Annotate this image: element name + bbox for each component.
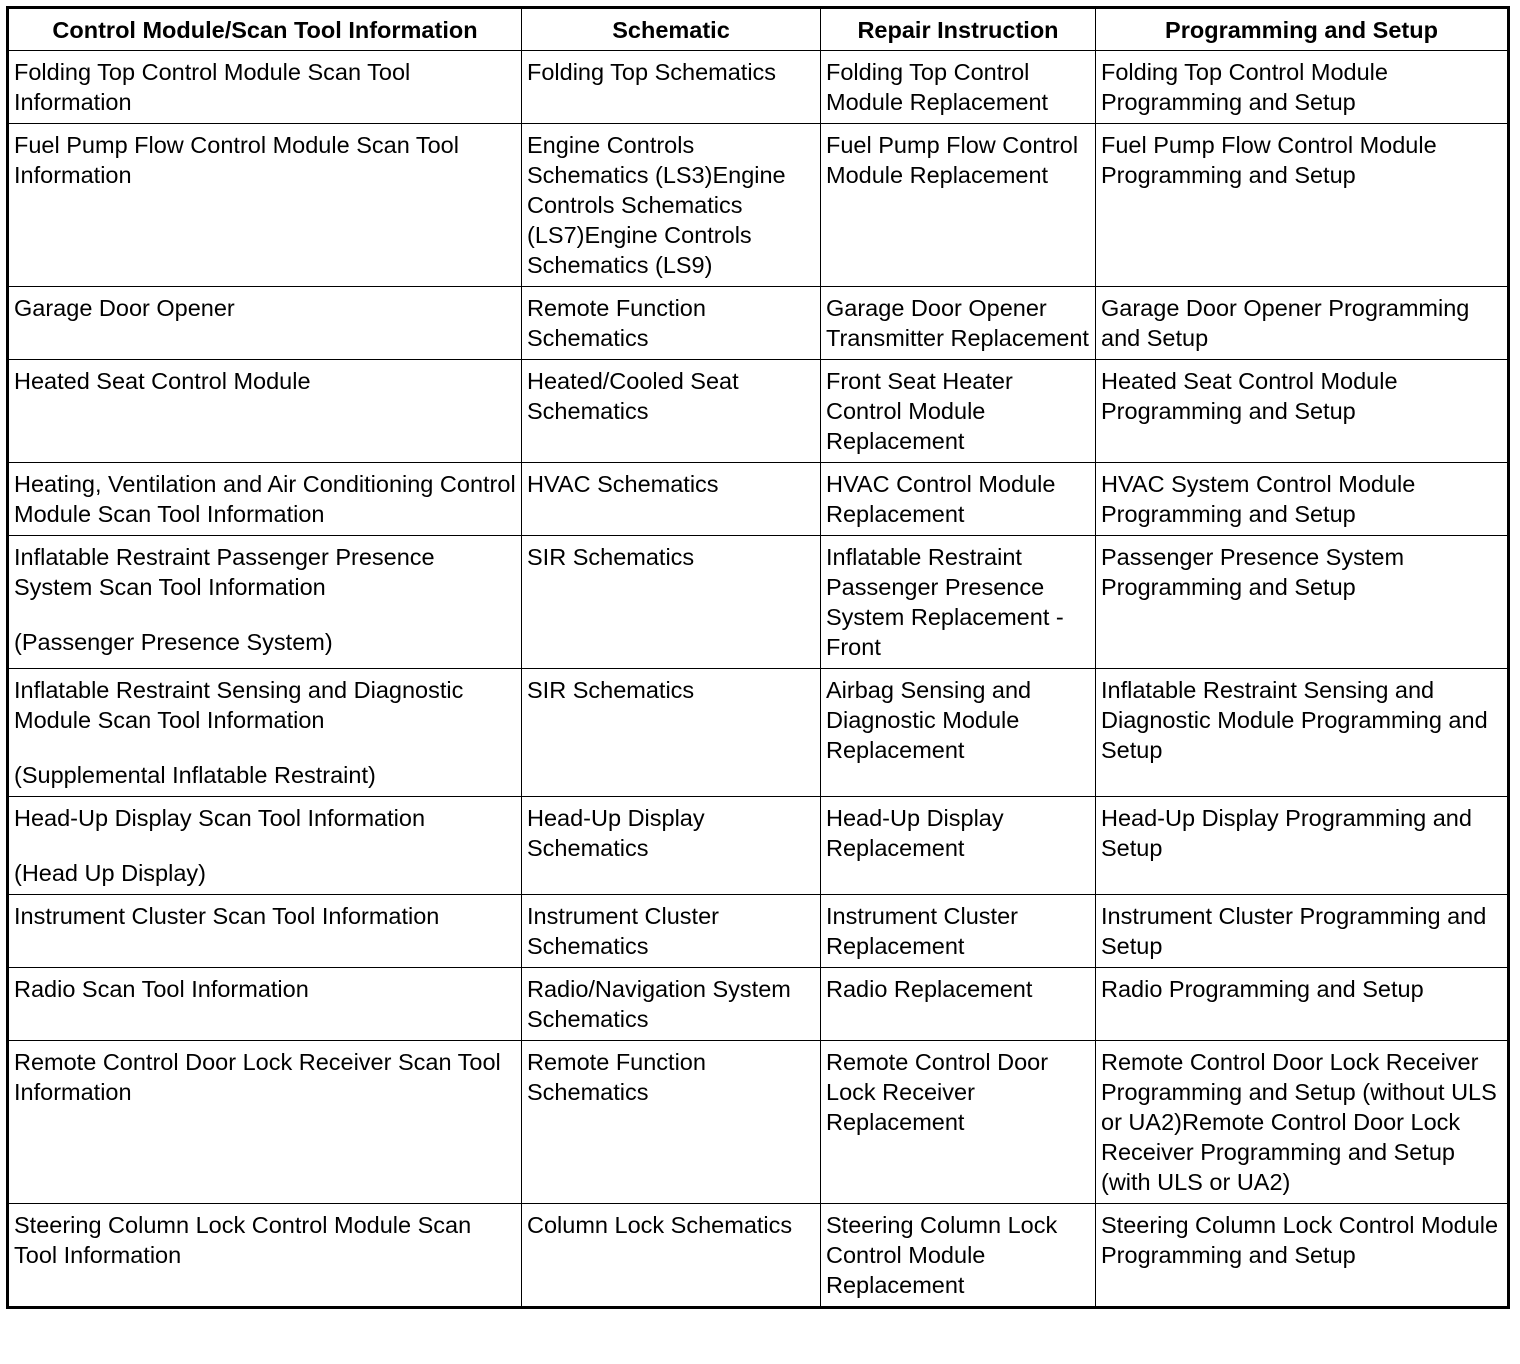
programming-link[interactable]: Remote Control Door Lock Receiver Programming and Setup (without ULS or UA2) <box>1101 1049 1497 1135</box>
schematic-cell <box>522 287 821 360</box>
programming-link[interactable]: Heated Seat Control Module Programming and Setup <box>1101 368 1398 424</box>
table-row <box>8 463 1509 536</box>
schematic-link[interactable]: Head-Up Display Schematics <box>527 805 705 861</box>
schematic-link[interactable]: Engine Controls Schematics (LS9) <box>527 222 752 278</box>
module-link[interactable]: Instrument Cluster Scan Tool Information <box>14 903 440 929</box>
repair-link[interactable]: Airbag Sensing and Diagnostic Module Replacement <box>826 677 1032 763</box>
programming-link[interactable]: Folding Top Control Module Programming and Setup <box>1101 59 1388 115</box>
module-link[interactable]: Heated Seat Control Module <box>14 368 311 394</box>
repair-cell <box>821 669 1096 797</box>
module-link[interactable]: Heating, Ventilation and Air Conditioning Control Module Scan Tool Information <box>14 471 516 527</box>
schematic-cell <box>522 124 821 287</box>
programming-link[interactable]: Remote Control Door Lock Receiver Programming and Setup (with ULS or UA2) <box>1101 1109 1461 1195</box>
programming-cell <box>1096 797 1509 895</box>
repair-cell <box>821 463 1096 536</box>
module-link[interactable]: Inflatable Restraint Sensing and Diagnostic Module Scan Tool Information <box>14 677 464 733</box>
repair-link[interactable]: Steering Column Lock Control Module Replacement <box>826 1212 1058 1298</box>
module-link[interactable]: Radio Scan Tool Information <box>14 976 309 1002</box>
module-note: (Passenger Presence System) <box>14 629 333 655</box>
module-link[interactable]: Head-Up Display Scan Tool Information <box>14 805 426 831</box>
programming-cell <box>1096 669 1509 797</box>
schematic-cell <box>522 895 821 968</box>
module-cell <box>8 463 522 536</box>
module-link[interactable]: Folding Top Control Module Scan Tool Information <box>14 59 411 115</box>
repair-link[interactable]: Fuel Pump Flow Control Module Replacement <box>826 132 1079 188</box>
programming-link[interactable]: Steering Column Lock Control Module Programming and Setup <box>1101 1212 1499 1268</box>
module-cell <box>8 1041 522 1204</box>
table-row <box>8 797 1509 895</box>
schematic-link[interactable]: Instrument Cluster Schematics <box>527 903 719 959</box>
schematic-cell <box>522 968 821 1041</box>
programming-link[interactable]: Garage Door Opener Programming and Setup <box>1101 295 1470 351</box>
module-cell <box>8 895 522 968</box>
schematic-cell <box>522 463 821 536</box>
header-schematic: Schematic <box>522 8 821 51</box>
programming-cell <box>1096 536 1509 669</box>
schematic-link[interactable]: SIR Schematics <box>527 544 695 570</box>
table-body <box>8 51 1509 1308</box>
header-row <box>8 8 1509 51</box>
schematic-link[interactable]: Engine Controls Schematics (LS3) <box>527 132 713 188</box>
programming-cell <box>1096 287 1509 360</box>
programming-cell <box>1096 51 1509 124</box>
module-note: (Supplemental Inflatable Restraint) <box>14 762 376 788</box>
programming-cell <box>1096 124 1509 287</box>
repair-cell <box>821 51 1096 124</box>
table-row <box>8 287 1509 360</box>
module-cell <box>8 536 522 669</box>
module-cell <box>8 669 522 797</box>
repair-link[interactable]: Remote Control Door Lock Receiver Replacement <box>826 1049 1049 1135</box>
programming-cell <box>1096 968 1509 1041</box>
repair-link[interactable]: Garage Door Opener Transmitter Replacement <box>826 295 1089 351</box>
programming-link[interactable]: Passenger Presence System Programming and Setup <box>1101 544 1405 600</box>
table-row <box>8 669 1509 797</box>
repair-link[interactable]: HVAC Control Module Replacement <box>826 471 1056 527</box>
table-row <box>8 360 1509 463</box>
schematic-cell <box>522 536 821 669</box>
module-note: (Head Up Display) <box>14 860 206 886</box>
schematic-link[interactable]: Column Lock Schematics <box>527 1212 793 1238</box>
programming-cell <box>1096 895 1509 968</box>
schematic-link[interactable]: Folding Top Schematics <box>527 59 777 85</box>
table-row <box>8 124 1509 287</box>
schematic-link[interactable]: Remote Function Schematics <box>527 1049 706 1105</box>
schematic-link[interactable]: HVAC Schematics <box>527 471 719 497</box>
schematic-link[interactable]: Remote Function Schematics <box>527 295 706 351</box>
schematic-cell <box>522 51 821 124</box>
schematic-link[interactable]: Engine Controls Schematics (LS7) <box>527 162 786 248</box>
table-row <box>8 51 1509 124</box>
schematic-link[interactable]: SIR Schematics <box>527 677 695 703</box>
header-control-module: Control Module/Scan Tool Information <box>8 8 522 51</box>
repair-cell <box>821 124 1096 287</box>
table-row <box>8 1204 1509 1308</box>
schematic-cell <box>522 1041 821 1204</box>
programming-cell <box>1096 360 1509 463</box>
repair-cell <box>821 536 1096 669</box>
programming-link[interactable]: HVAC System Control Module Programming and Setup <box>1101 471 1416 527</box>
programming-cell <box>1096 1041 1509 1204</box>
module-link[interactable]: Inflatable Restraint Passenger Presence System Scan Tool Information <box>14 544 435 600</box>
schematic-link[interactable]: Heated/Cooled Seat Schematics <box>527 368 739 424</box>
repair-link[interactable]: Folding Top Control Module Replacement <box>826 59 1049 115</box>
repair-link[interactable]: Radio Replacement <box>826 976 1033 1002</box>
programming-link[interactable]: Fuel Pump Flow Control Module Programming and Setup <box>1101 132 1437 188</box>
module-reference-table <box>6 6 1510 1309</box>
repair-link[interactable]: Head-Up Display Replacement <box>826 805 1004 861</box>
schematic-cell <box>522 1204 821 1308</box>
repair-cell <box>821 968 1096 1041</box>
repair-cell <box>821 1041 1096 1204</box>
module-cell <box>8 360 522 463</box>
repair-cell <box>821 360 1096 463</box>
repair-link[interactable]: Front Seat Heater Control Module Replacement <box>826 368 1013 454</box>
programming-cell <box>1096 1204 1509 1308</box>
module-cell <box>8 968 522 1041</box>
module-cell <box>8 51 522 124</box>
repair-cell <box>821 287 1096 360</box>
module-cell <box>8 797 522 895</box>
module-cell <box>8 287 522 360</box>
module-link[interactable]: Garage Door Opener <box>14 295 235 321</box>
repair-cell <box>821 895 1096 968</box>
module-link[interactable]: Remote Control Door Lock Receiver Scan Tool Information <box>14 1049 501 1105</box>
programming-link[interactable]: Instrument Cluster Programming and Setup <box>1101 903 1487 959</box>
schematic-cell <box>522 669 821 797</box>
table-row <box>8 536 1509 669</box>
table-row <box>8 1041 1509 1204</box>
repair-link[interactable]: Instrument Cluster Replacement <box>826 903 1018 959</box>
table-row <box>8 895 1509 968</box>
programming-link[interactable]: Inflatable Restraint Sensing and Diagnostic Module Programming and Setup <box>1101 677 1488 763</box>
schematic-cell <box>522 797 821 895</box>
module-link[interactable]: Steering Column Lock Control Module Scan Tool Information <box>14 1212 472 1268</box>
programming-link[interactable]: Radio Programming and Setup <box>1101 976 1424 1002</box>
programming-cell <box>1096 463 1509 536</box>
module-cell <box>8 124 522 287</box>
repair-cell <box>821 1204 1096 1308</box>
repair-link[interactable]: Inflatable Restraint Passenger Presence System Replacement - Front <box>826 544 1064 660</box>
module-cell <box>8 1204 522 1308</box>
header-repair-instruction: Repair Instruction <box>821 8 1096 51</box>
header-programming-setup: Programming and Setup <box>1096 8 1509 51</box>
programming-link[interactable]: Head-Up Display Programming and Setup <box>1101 805 1472 861</box>
schematic-link[interactable]: Radio/Navigation System Schematics <box>527 976 791 1032</box>
table-row <box>8 968 1509 1041</box>
schematic-cell <box>522 360 821 463</box>
repair-cell <box>821 797 1096 895</box>
module-link[interactable]: Fuel Pump Flow Control Module Scan Tool Information <box>14 132 459 188</box>
